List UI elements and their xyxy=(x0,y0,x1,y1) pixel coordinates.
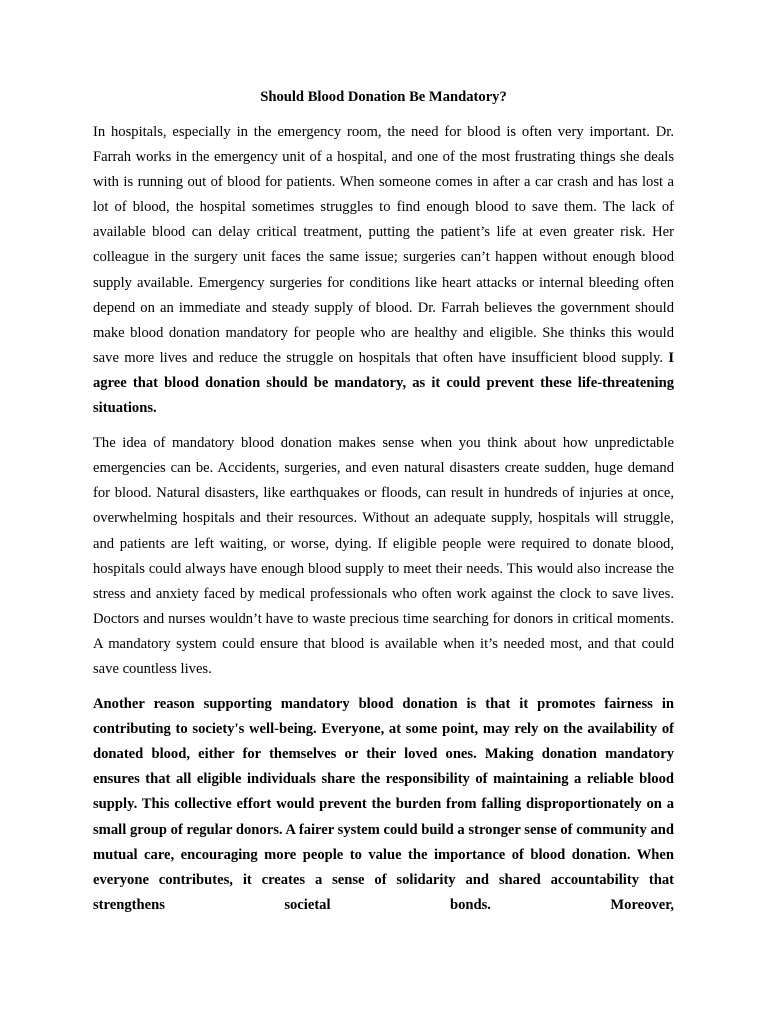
paragraph-body-2: Another reason supporting mandatory blood donation is that it promotes fairness in contributing to society's well-being. Everyone, at some point, may rely on the availability of donated blood, either for themselves or their loved ones. Making donation mandatory ensures that all eligible individuals share the responsibility of maintaining a reliable blood supply. This collective effort would prevent the burden from falling disproportionately on a small group of regular donors. A fairer system could build a stronger sense of community and mutual care, encouraging more people to value the importance of blood donation. When everyone contributes, it creates a sense of solidarity and shared accountability that strengthens societal bonds. Moreover, xyxy=(93,696,674,913)
thesis-statement: I agree that blood donation should be mandatory, as it could prevent these life-threatening situations. xyxy=(93,349,674,417)
paragraph-intro-text: In hospitals, especially in the emergency room, the need for blood is often very important. Dr. Farrah works in the emergency unit of a hospital, and one of the most frustrating things she deals with is running out of blood for patients. When someone comes in after a car crash and has lost a lot of blood, the hospital sometimes struggles to find enough blood to save them. The lack of available blood can delay critical treatment, putting the patient’s life at even greater risk. Her colleague in the surgery unit faces the same issue; surgeries can’t happen without enough blood supply available. Emergency surgeries for conditions like heart attacks or internal bleeding often depend on an immediate and steady supply of blood. Dr. Farrah believes the government should make blood donation mandatory for people who are healthy and eligible. She thinks this would save more lives and reduce the struggle on hospitals that often have insufficient blood supply. xyxy=(93,124,674,366)
document-body xyxy=(93,86,674,928)
paragraph-intro xyxy=(93,120,674,421)
document-title: Should Blood Donation Be Mandatory? xyxy=(260,89,507,105)
paragraph-body-1: The idea of mandatory blood donation makes sense when you think about how unpredictable emergencies can be. Accidents, surgeries, and even natural disasters create sudden, huge demand for blood. Natural disasters, like earthquakes or floods, can result in hundreds of injuries at once, overwhelming hospitals and their resources. Without an adequate supply, hospitals will struggle, and patients are left waiting, or worse, dying. If eligible people were required to donate blood, hospitals could always have enough blood supply to meet their needs. This would also increase the stress and anxiety faced by medical professionals who often work against the clock to save lives. Doctors and nurses wouldn’t have to waste precious time searching for donors in critical moments. A mandatory system could ensure that blood is available when it’s needed most, and that could save countless lives. xyxy=(93,435,674,677)
